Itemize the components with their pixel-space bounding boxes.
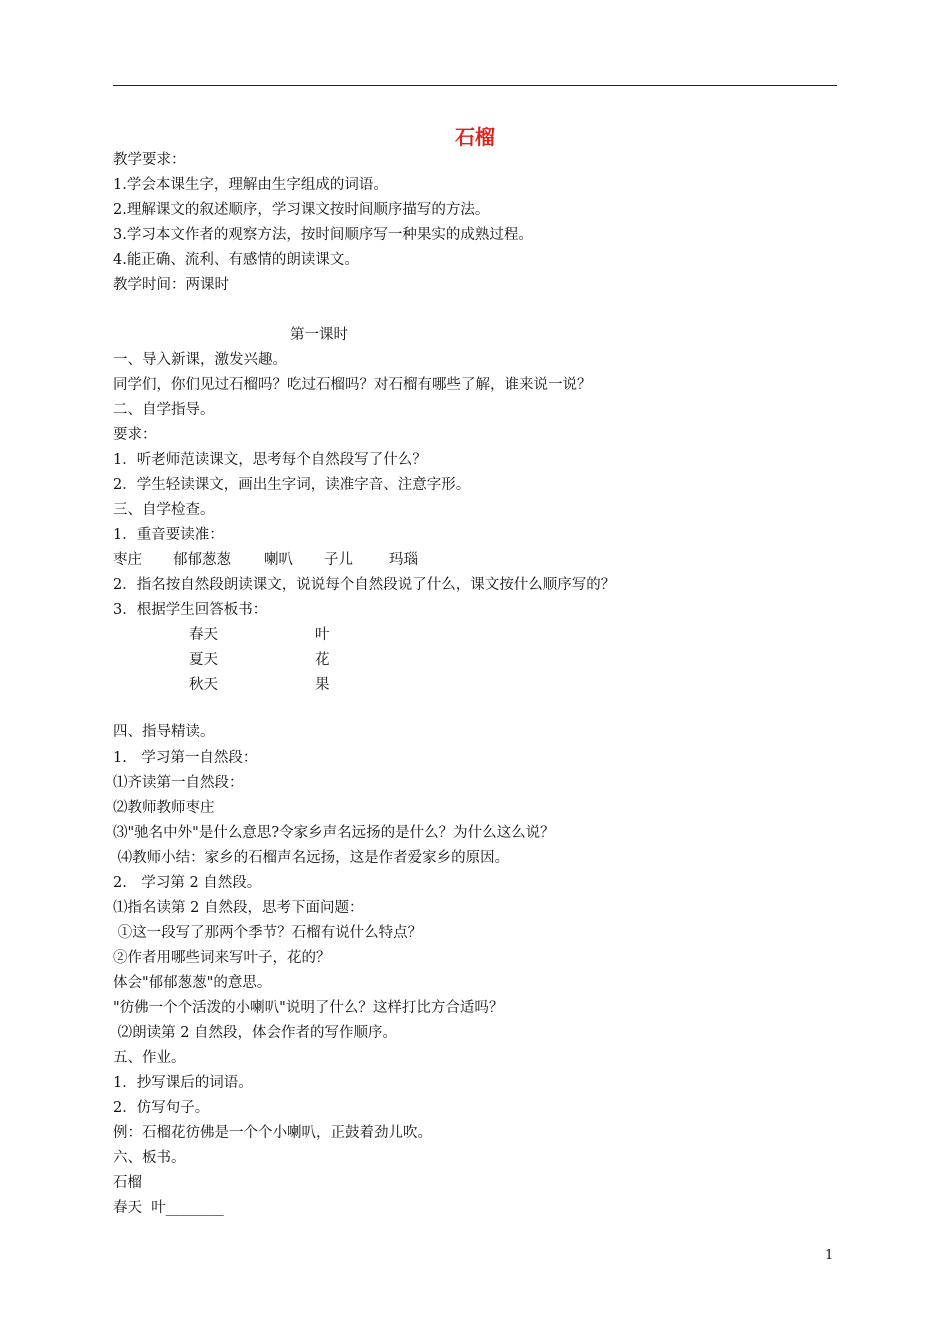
text-line: ⑶"驰名中外"是什么意思?令家乡声名远扬的是什么？为什么这么说？ <box>113 825 555 841</box>
word-item: 玛瑙 <box>389 552 418 568</box>
document-title: 石榴 <box>455 125 495 149</box>
section-heading: 一、导入新课，激发兴趣。 <box>113 352 287 368</box>
requirement-item: 2.理解课文的叙述顺序，学习课文按时间顺序描写的方法。 <box>113 202 490 218</box>
word-item: 喇叭 <box>264 552 293 568</box>
text-line: 春天 叶________ <box>113 1200 224 1216</box>
list-item: 2．学生轻读课文，画出生字词，读准字音、注意字形。 <box>113 477 471 493</box>
board-thing: 果 <box>315 677 330 693</box>
requirement-label: 要求： <box>113 427 157 443</box>
word-item: 郁郁葱葱 <box>173 552 231 568</box>
requirement-item: 3.学习本文作者的观察方法，按时间顺序写一种果实的成熟过程。 <box>113 227 533 243</box>
text-line: 2．仿写句子。 <box>113 1100 210 1116</box>
section-text: 同学们，你们见过石榴吗？吃过石榴吗？对石榴有哪些了解，谁来说一说？ <box>113 377 592 393</box>
word-item: 枣庄 <box>113 552 142 568</box>
text-line: ⑴指名读第 2 自然段，思考下面问题： <box>113 900 364 916</box>
page-number: 1 <box>825 1248 834 1263</box>
text-line: 2. 学习第 2 自然段。 <box>113 875 262 891</box>
board-season: 春天 <box>189 627 218 643</box>
board-thing: 花 <box>315 652 330 668</box>
list-item: 1．重音要读准： <box>113 527 224 543</box>
list-item: 3．根据学生回答板书： <box>113 602 268 618</box>
section-heading: 五、作业。 <box>113 1050 186 1066</box>
requirements-heading: 教学要求： <box>113 152 186 168</box>
requirement-item: 1.学会本课生字，理解由生字组成的词语。 <box>113 177 388 193</box>
text-line: ⑵朗读第 2 自然段，体会作者的写作顺序。 <box>113 1025 398 1041</box>
text-line: "彷佛一个个活泼的小喇叭"说明了什么？这样打比方合适吗？ <box>113 1000 504 1016</box>
board-season: 夏天 <box>189 652 218 668</box>
text-line: ⑷教师小结：家乡的石榴声名远扬，这是作者爱家乡的原因。 <box>113 850 510 866</box>
section-heading: 四、指导精读。 <box>113 724 215 740</box>
text-line: 体会"郁郁葱葱"的意思。 <box>113 975 272 991</box>
board-season: 秋天 <box>189 677 218 693</box>
section-heading: 六、板书。 <box>113 1150 186 1166</box>
text-line: 1. 学习第一自然段： <box>113 750 258 766</box>
section-heading: 三、自学检查。 <box>113 502 215 518</box>
text-line: ①这一段写了那两个季节？石榴有说什么特点？ <box>113 925 423 941</box>
word-item: 子儿 <box>324 552 353 568</box>
text-line: ⑴齐读第一自然段： <box>113 775 244 791</box>
list-item: 2．指名按自然段朗读课文，说说每个自然段说了什么，课文按什么顺序写的？ <box>113 577 616 593</box>
list-item: 1．听老师范读课文，思考每个自然段写了什么？ <box>113 452 427 468</box>
board-thing: 叶 <box>315 627 330 643</box>
teaching-time: 教学时间：两课时 <box>113 277 229 293</box>
section-heading: 二、自学指导。 <box>113 402 215 418</box>
text-line: 石榴 <box>113 1175 142 1191</box>
header-rule <box>113 85 837 86</box>
text-line: ⑵教师教师枣庄 <box>113 800 215 816</box>
requirement-item: 4.能正确、流利、有感情的朗读课文。 <box>113 252 359 268</box>
text-line: 1．抄写课后的词语。 <box>113 1075 253 1091</box>
lesson-title: 第一课时 <box>290 327 348 343</box>
text-line: 例：石榴花彷佛是一个个小喇叭，正鼓着劲儿吹。 <box>113 1125 432 1141</box>
text-line: ②作者用哪些词来写叶子，花的？ <box>113 950 331 966</box>
